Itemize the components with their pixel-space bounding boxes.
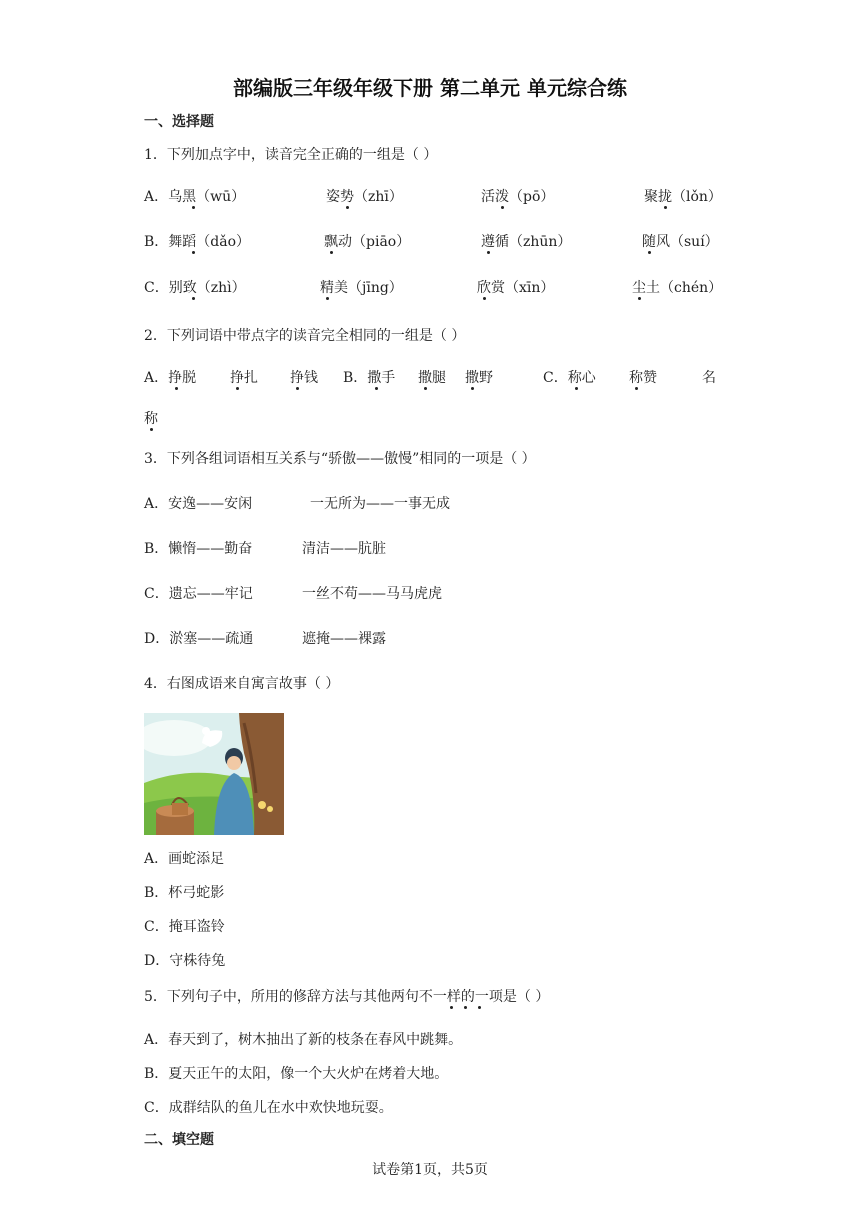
emphasis-dot — [346, 206, 349, 209]
q5-option-b: B．夏天正午的太阳，像一个大火炉在烤着大地。 — [144, 1066, 449, 1082]
emphasis-dot — [150, 428, 153, 431]
emphasis-dot — [330, 251, 333, 254]
q4-option-b: B．杯弓蛇影 — [144, 885, 225, 901]
q3-option-d-left: D．淤塞——疏通 — [144, 631, 254, 647]
emphasis-dot — [471, 387, 474, 390]
q3-option-b-left: B．懒惰——勤奋 — [144, 541, 253, 557]
q2-word: A．挣脱 — [144, 370, 197, 386]
q2-word: 名 — [702, 370, 716, 386]
q5-option-a: A．春天到了，树木抽出了新的枝条在春风中跳舞。 — [144, 1032, 463, 1048]
q2-word: 挣钱 — [290, 370, 318, 386]
idiom-illustration — [144, 713, 284, 835]
q1-option-c2: 精美（jīng） — [320, 280, 403, 296]
page-title: 部编版三年级年级下册 第二单元 单元综合练 — [233, 76, 627, 100]
q2-word: 撒腿 — [418, 370, 446, 386]
q1-option-a2: 姿势（zhī） — [326, 189, 403, 205]
q1-option-b1: B．舞蹈（dǎo） — [144, 234, 251, 250]
q1-option-b4: 随风（suí） — [642, 234, 719, 250]
q3-option-b-right: 清洁——肮脏 — [302, 541, 386, 557]
q1-option-a3: 活泼（pō） — [481, 189, 555, 205]
q2-word: 称 — [144, 411, 158, 427]
page-footer: 试卷第1页，共5页 — [372, 1162, 488, 1178]
section-heading-fill: 二、填空题 — [144, 1132, 214, 1148]
q1-option-a1: A．乌黑（wū） — [144, 189, 246, 205]
q1-option-c3: 欣赏（xīn） — [477, 280, 555, 296]
q4-option-a: A．画蛇添足 — [144, 851, 225, 867]
q3-option-d-right: 遮掩——裸露 — [302, 631, 386, 647]
question-1-stem: 1．下列加点字中，读音完全正确的一组是（ ） — [144, 147, 438, 163]
emphasis-dot — [664, 206, 667, 209]
emphasis-dot — [478, 1006, 481, 1009]
q1-option-c4: 尘土（chén） — [632, 280, 723, 296]
q3-option-c-left: C．遗忘——牢记 — [144, 586, 253, 602]
question-5-stem: 5．下列句子中，所用的修辞方法与其他两句不一样的一项是（ ） — [144, 989, 550, 1005]
emphasis-dot — [326, 297, 329, 300]
emphasis-dot — [483, 297, 486, 300]
emphasis-dot — [375, 387, 378, 390]
emphasis-dot — [450, 1006, 453, 1009]
q2-word: B．撒手 — [343, 370, 396, 386]
emphasis-dot — [487, 251, 490, 254]
emphasis-dot — [635, 387, 638, 390]
emphasis-dot — [296, 387, 299, 390]
question-2-stem: 2．下列词语中带点字的读音完全相同的一组是（ ） — [144, 328, 466, 344]
q2-word: C．称心 — [543, 370, 596, 386]
q1-option-a4: 聚拢（lǒn） — [644, 189, 722, 205]
q1-option-b2: 飘动（piāo） — [324, 234, 411, 250]
emphasis-dot — [464, 1006, 467, 1009]
question-3-stem: 3．下列各组词语相互关系与“骄傲——傲慢”相同的一项是（ ） — [144, 451, 536, 467]
q3-option-a-left: A．安逸——安闲 — [144, 496, 253, 512]
emphasis-dot — [501, 206, 504, 209]
q4-option-d: D．守株待兔 — [144, 953, 226, 969]
emphasis-dot — [424, 387, 427, 390]
q2-word: 挣扎 — [230, 370, 258, 386]
section-heading-choice: 一、选择题 — [144, 114, 214, 130]
q3-option-c-right: 一丝不苟——马马虎虎 — [302, 586, 442, 602]
q1-option-c1: C．别致（zhì） — [144, 280, 246, 296]
emphasis-dot — [638, 297, 641, 300]
emphasis-dot — [175, 387, 178, 390]
emphasis-dot — [648, 251, 651, 254]
emphasis-dot — [575, 387, 578, 390]
q2-word: 撒野 — [465, 370, 493, 386]
emphasis-dot — [192, 297, 195, 300]
farmer-under-tree-image — [144, 713, 284, 835]
q5-option-c: C．成群结队的鱼儿在水中欢快地玩耍。 — [144, 1100, 393, 1116]
q1-option-b3: 遵循（zhūn） — [481, 234, 572, 250]
emphasis-dot — [192, 206, 195, 209]
emphasis-dot — [236, 387, 239, 390]
q2-word: 称赞 — [629, 370, 657, 386]
q3-option-a-right: 一无所为——一事无成 — [310, 496, 450, 512]
question-4-stem: 4．右图成语来自寓言故事（ ） — [144, 676, 340, 692]
emphasis-dot — [192, 251, 195, 254]
q4-option-c: C．掩耳盗铃 — [144, 919, 225, 935]
